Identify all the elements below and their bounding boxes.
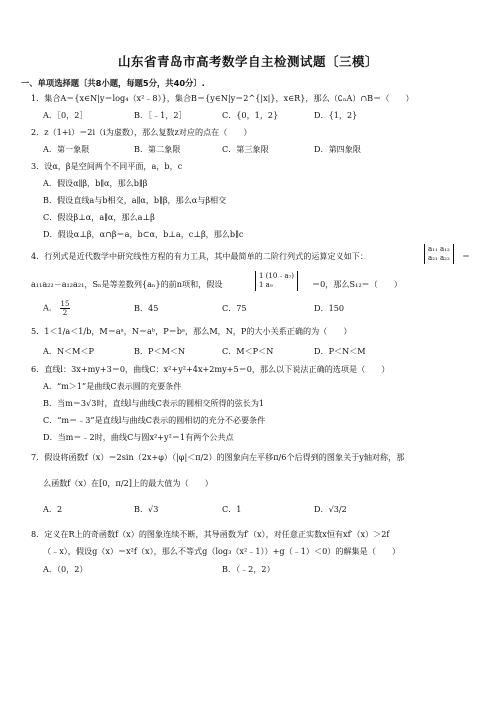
- question-6-stem: 6．直线l：3x+my+3＝0，曲线C：x²+y²+4x+2my+5＝0，那么以下说法正确的选项是（ ）: [31, 364, 390, 374]
- q3-option-c: C．假设β⊥α，a∥α，那么a⊥β: [43, 212, 155, 222]
- q6-option-d: D．当m＝﹣2时，曲线C与圆x²+y²＝1有两个公共点: [43, 432, 234, 442]
- q5-option-c: C．M＜P＜N: [222, 346, 274, 356]
- q7-option-b: B．√3: [134, 504, 159, 514]
- q4-option-a-denominator: 2: [62, 309, 68, 317]
- q1-option-b: B．［﹣1，2］: [134, 110, 187, 120]
- q1-option-c: C．{0，1，2}: [222, 110, 279, 120]
- q4-option-b: B．45: [134, 303, 159, 313]
- q4-option-a-numerator: 15: [60, 300, 70, 308]
- determinant-definition: [424, 244, 454, 264]
- determinant-row-1: a₁₁ a₁₂: [428, 245, 450, 253]
- question-4-stem-line1: 4．行列式是近代数学中研究线性方程的有力工具，其中最简单的二阶行列式的运算定义如下：: [31, 251, 368, 261]
- q8-option-b: B．（﹣2，2）: [222, 564, 275, 574]
- question-7-stem-line2: 么函数f（x）在[0，π/2]上的最大值为（ ）: [43, 478, 213, 488]
- q6-option-c: C．“m＝﹣3”是直线l与曲线C表示的圆相切的充分不必要条件: [43, 415, 266, 425]
- q4-option-a: [43, 300, 70, 317]
- question-7-stem-line1: 7．假设将函数f（x）＝2sin（2x+φ）（|φ|＜π/2）的图象向左平移π/6个后得到的图象关于y轴对称，那: [31, 452, 405, 462]
- question-4-stem-line2a: a₁₁a₂₂－a₁₂a₂₁，Sₙ是等差数列{aₙ}的前n项和，假设: [31, 279, 223, 289]
- q3-option-a: A．假设α∥β，b∥α，那么b∥β: [43, 178, 148, 188]
- q5-option-b: B．P＜M＜N: [134, 346, 186, 356]
- question-8-stem-line1: 8．定义在R上的奇函数f（x）的图象连续不断，其导函数为f′（x），对任意正实数x恒有xf′（x）＞2f: [31, 529, 390, 539]
- q1-option-d: D．{1，2}: [314, 110, 358, 120]
- q7-option-d: D．√3/2: [314, 504, 347, 514]
- q4-option-a-fraction: [60, 300, 71, 317]
- question-3-stem: 3．设α，β是空间两个不同平面，a，b，c: [31, 161, 183, 171]
- q5-option-a: A．N＜M＜P: [43, 346, 94, 356]
- q7-option-c: C．1: [222, 504, 242, 514]
- question-1-stem: 1．集合A＝{x∈N|y＝log₄（x²﹣8）}，集合B＝{y∈N|y＝2^{|x|}，x∈R}，那么（∁ₙA）∩B＝（ ）: [31, 93, 414, 103]
- q2-option-d: D．第四象限: [314, 144, 361, 154]
- question-4-stem-line2b: ＝0，那么S₁₂＝（ ）: [312, 279, 403, 289]
- q1-option-a: A．［0，2］: [43, 110, 88, 120]
- determinant-row-2: a₂₁ a₂₂: [428, 254, 450, 262]
- q2-option-c: C．第三象限: [222, 144, 269, 154]
- q8-option-a: A．（0，2）: [43, 564, 88, 574]
- q2-option-a: A．第一象限: [43, 144, 90, 154]
- q4-option-c: C．75: [222, 303, 247, 313]
- q2-option-b: B．第二象限: [134, 144, 181, 154]
- question-8-stem-line2: （﹣x），假设g（x）＝x²f（x），那么不等式g（log₃（x²﹣1））+g（﹣1）＜0）的解集是（ ）: [43, 546, 401, 556]
- determinant-condition: [255, 271, 298, 291]
- section-heading: 一、单项选择题〔共8小题，每题5分，共40分〕.: [21, 78, 205, 88]
- question-2-stem: 2．z（1+i）＝2i（i为虚数），那么复数z对应的点在（ ）: [31, 127, 252, 137]
- q4-option-a-prefix: A．: [43, 302, 57, 313]
- q7-option-a: A．2: [43, 504, 63, 514]
- q6-option-a: A．“m＞1”是曲线C表示圆的充要条件: [43, 381, 182, 391]
- page-title: 山东省青岛市高考数学自主检测试题〔三模〕: [117, 54, 378, 69]
- q6-option-b: B．当m＝3√3时，直线l与曲线C表示的圆相交所得的弦长为1: [43, 398, 265, 408]
- q3-option-d: D．假设α⊥β，α∩β＝a，b⊂α，b⊥a，c⊥β，那么b∥c: [43, 229, 244, 239]
- q5-option-d: D．P＜N＜M: [314, 346, 366, 356]
- question-5-stem: 5．1＜1/a＜1/b，M＝aᵃ，N＝aᵇ，P＝bᵃ，那么M，N，P的大小关系正确的为（ ）: [31, 326, 352, 336]
- equals-sign: ＝: [462, 251, 471, 261]
- q4-option-d: D．150: [314, 303, 345, 313]
- determinant-condition-row-1: 1 (10﹣a₇): [259, 272, 295, 280]
- q3-option-b: B．假设直线a与b相交，a∥α，b∥β，那么α与β相交: [43, 195, 227, 205]
- determinant-condition-row-2: 1 a₉: [259, 281, 273, 289]
